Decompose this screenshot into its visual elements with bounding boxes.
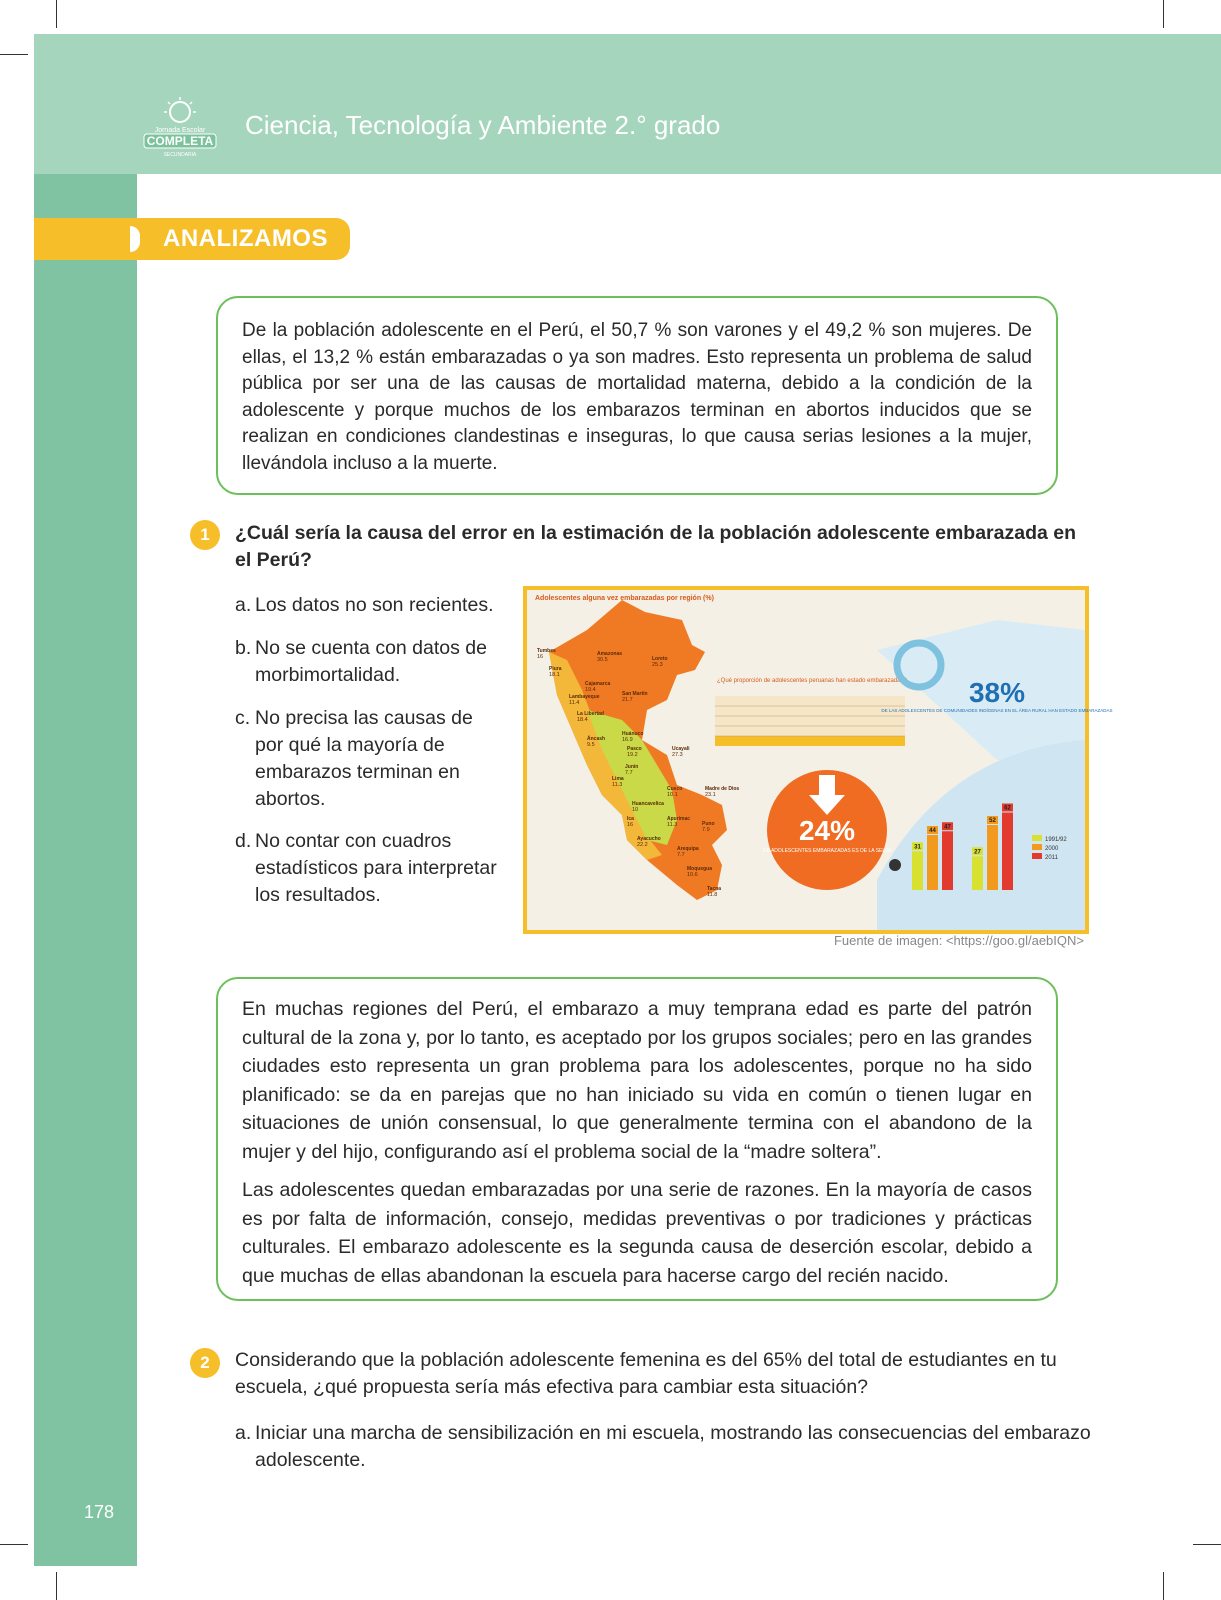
q1-option-d[interactable] [235, 828, 510, 909]
bar-value-label: 62 [1004, 805, 1011, 812]
region-value: 11.4 [569, 700, 580, 706]
region-name: La Libertad [577, 711, 604, 717]
legend-label: 2011 [1045, 855, 1058, 861]
region-name: Loreto [652, 656, 668, 662]
q1-option-b[interactable] [235, 635, 500, 689]
crop-mark [56, 1572, 57, 1600]
infographic-svg [527, 590, 1113, 930]
table-highlight-row [715, 736, 905, 746]
percent-24: 24% [798, 815, 856, 846]
header-title: Ciencia, Tecnología y Ambiente 2.° grado [245, 110, 721, 140]
region-name: Moquegua [687, 866, 712, 872]
region-value: 7.9 [702, 827, 710, 833]
infographic-image [523, 586, 1113, 934]
intro-box [216, 296, 1058, 495]
region-value: 10 [632, 807, 639, 813]
logo [140, 96, 220, 160]
context-paragraph-2: Las adolescentes quedan embarazadas por una serie de razones. En la mayoría de casos es por falta de información, consejo, medidas preventivas o por tradiciones y prácticas culturales. El embarazo adolescente es la segunda causa de deserción escolar, debido a que muchas de ellas abandonan la escuela para hacerse cargo del recién nacido. [242, 1179, 1032, 1287]
region-name: Cusco [667, 786, 683, 792]
region-value: 18.1 [549, 672, 560, 678]
percent-symbol-icon [889, 859, 901, 871]
option-label: b. [235, 637, 252, 659]
region-value: 18.4 [577, 717, 588, 723]
map-title: Adolescentes alguna vez embarazadas por región (%) [535, 595, 714, 602]
table-title-text: ¿Qué proporción de adolescentes peruanas han estado embarazadas? [717, 678, 907, 684]
region-value: 30.5 [597, 657, 608, 663]
option-label: a. [235, 594, 252, 616]
region-name: Ayacucho [637, 836, 661, 842]
percent-24-caption: DE ADOLESCENTES EMBARAZADAS ES DE LA SELVA [762, 848, 892, 854]
region-name: San Martín [622, 691, 648, 697]
region-value: 23.1 [705, 792, 716, 798]
page-number: 178 [84, 1502, 115, 1522]
region-value: 27.3 [672, 752, 683, 758]
region-name: Tacna [707, 886, 722, 892]
option-text: Iniciar una marcha de sensibilización en mi escuela, mostrando las consecuencias del embarazo adolescente. [255, 1422, 1091, 1471]
region-name: Ucayali [672, 746, 690, 752]
bar-2000 [987, 825, 998, 890]
svg-text:Jornada Escolar: Jornada Escolar [154, 127, 206, 134]
region-value: 16 [627, 822, 634, 828]
crop-mark [56, 0, 57, 28]
option-text: Los datos no son recientes. [255, 594, 494, 616]
bar-value-label: 47 [944, 824, 951, 831]
region-name: Lambayeque [569, 694, 600, 700]
region-name: Madre de Dios [705, 786, 740, 792]
svg-text:COMPLETA: COMPLETA [146, 134, 214, 148]
region-name: Apurímac [667, 816, 691, 822]
region-value: 7.7 [677, 852, 685, 858]
region-name: Amazonas [597, 651, 623, 657]
region-value: 16 [537, 654, 544, 660]
bar-2011 [1002, 813, 1013, 891]
region-value: 9.5 [587, 742, 595, 748]
legend-swatch [1032, 844, 1042, 850]
image-source: Fuente de imagen: <https://goo.gl/aebIQN> [833, 933, 1084, 948]
region-value: 10.6 [687, 872, 698, 878]
option-text: No precisa las causas de por qué la mayoría de embarazos terminan en abortos. [255, 707, 473, 810]
region-value: 22.2 [637, 842, 648, 848]
region-value: 10.1 [667, 792, 678, 798]
bar-value-label: 44 [929, 828, 936, 834]
question-1-text: ¿Cuál sería la causa del error en la estimación de la población adolescente embarazada en el Perú? [235, 522, 1076, 571]
region-name: Pasco [627, 746, 642, 752]
crop-mark [0, 1544, 28, 1545]
bar-2011 [942, 831, 953, 890]
question-2-text: Considerando que la población adolescente femenina es del 65% del total de estudiantes en tu escuela, ¿qué propuesta sería más efectiva para cambiar esta situación? [235, 1349, 1057, 1398]
question-number-badge: 1 [190, 520, 220, 550]
region-name: Piura [549, 666, 562, 672]
bar-value-label: 52 [989, 818, 996, 824]
region-name: Huánuco [622, 731, 644, 737]
region-value: 21.7 [622, 697, 633, 703]
context-box [216, 977, 1058, 1301]
region-name: Arequipa [677, 846, 699, 852]
bar-value-label: 27 [974, 849, 981, 856]
bar-1991/92 [912, 851, 923, 890]
svg-text:SECUNDARIA: SECUNDARIA [163, 152, 197, 158]
intro-text: De la población adolescente en el Perú, el 50,7 % son varones y el 49,2 % son mujeres. De ellas, el 13,2 % están embarazadas o ya son madres. Esto representa un problema de salud pública por ser una de las causas de mortalidad materna, debido a la condición de la adolescente y porque muchos de los embarazos terminan en abortos inducidos que se realizan en condiciones clandestinas e inseguras, lo que causa serias lesiones a la mujer, llevándola incluso a la muerte. [242, 320, 1032, 474]
region-value: 19.2 [627, 752, 638, 758]
region-name: Junín [625, 764, 639, 770]
region-value: 11.3 [667, 822, 678, 828]
crop-mark [0, 54, 28, 55]
region-name: Áncash [587, 736, 606, 742]
region-name: Tumbes [537, 648, 556, 654]
q1-option-c[interactable] [235, 705, 480, 813]
region-value: 19.4 [585, 687, 596, 693]
percent-38: 38% [968, 677, 1026, 708]
option-text: No se cuenta con datos de morbimortalidad. [255, 637, 487, 686]
bar-value-label: 31 [914, 844, 921, 851]
region-name: Cajamarca [585, 681, 611, 687]
context-paragraph-1: En muchas regiones del Perú, el embarazo a muy temprana edad es parte del patrón cultural de la zona y, por lo tanto, es aceptado por los grupos sociales; pero en las grandes ciudades esto representa un gran problema para los adolescentes, porque no ha sido planificado: se da en parejas que no han iniciado su vida en común o tienen lugar en situaciones de unión consensual, lo que generalmente termina con el abandono de la mujer y del hijo, configurando así el problema social de la “madre soltera”. [242, 998, 1032, 1163]
option-label: c. [235, 707, 251, 729]
region-name: Puno [702, 821, 715, 827]
legend-label: 1991/92 [1045, 837, 1067, 843]
crop-mark [1163, 1572, 1164, 1600]
crop-mark [1163, 0, 1164, 28]
section-label: ANALIZAMOS [163, 225, 328, 252]
q2-option-a[interactable] [235, 1420, 1095, 1474]
option-label: a. [235, 1422, 252, 1444]
bar-2000 [927, 835, 938, 890]
region-value: 7.7 [625, 770, 633, 776]
option-label: d. [235, 830, 252, 852]
q1-option-a[interactable] [235, 592, 505, 619]
option-text: No contar con cuadros estadísticos para interpretar los resultados. [255, 830, 497, 906]
question-number-badge: 2 [190, 1348, 220, 1378]
chart-bg [877, 740, 1085, 930]
region-value: 16.9 [622, 737, 633, 743]
region-value: 25.3 [652, 662, 663, 668]
percent-38-caption: DE LAS ADOLESCENTES DE COMUNIDADES INDÍGENAS EN EL ÁREA RURAL HAN ESTADO EMBARAZADAS [881, 708, 1113, 713]
bar-1991/92 [972, 856, 983, 890]
region-value: 11.3 [612, 782, 623, 788]
crop-mark [1193, 1544, 1221, 1545]
legend-swatch [1032, 853, 1042, 859]
region-name: Ica [627, 816, 634, 822]
region-value: 11.8 [707, 892, 718, 898]
legend-label: 2000 [1045, 846, 1059, 852]
region-name: Huancavelica [632, 801, 664, 807]
left-margin-band [34, 174, 137, 1566]
legend-swatch [1032, 835, 1042, 841]
region-name: Lima [612, 776, 624, 782]
